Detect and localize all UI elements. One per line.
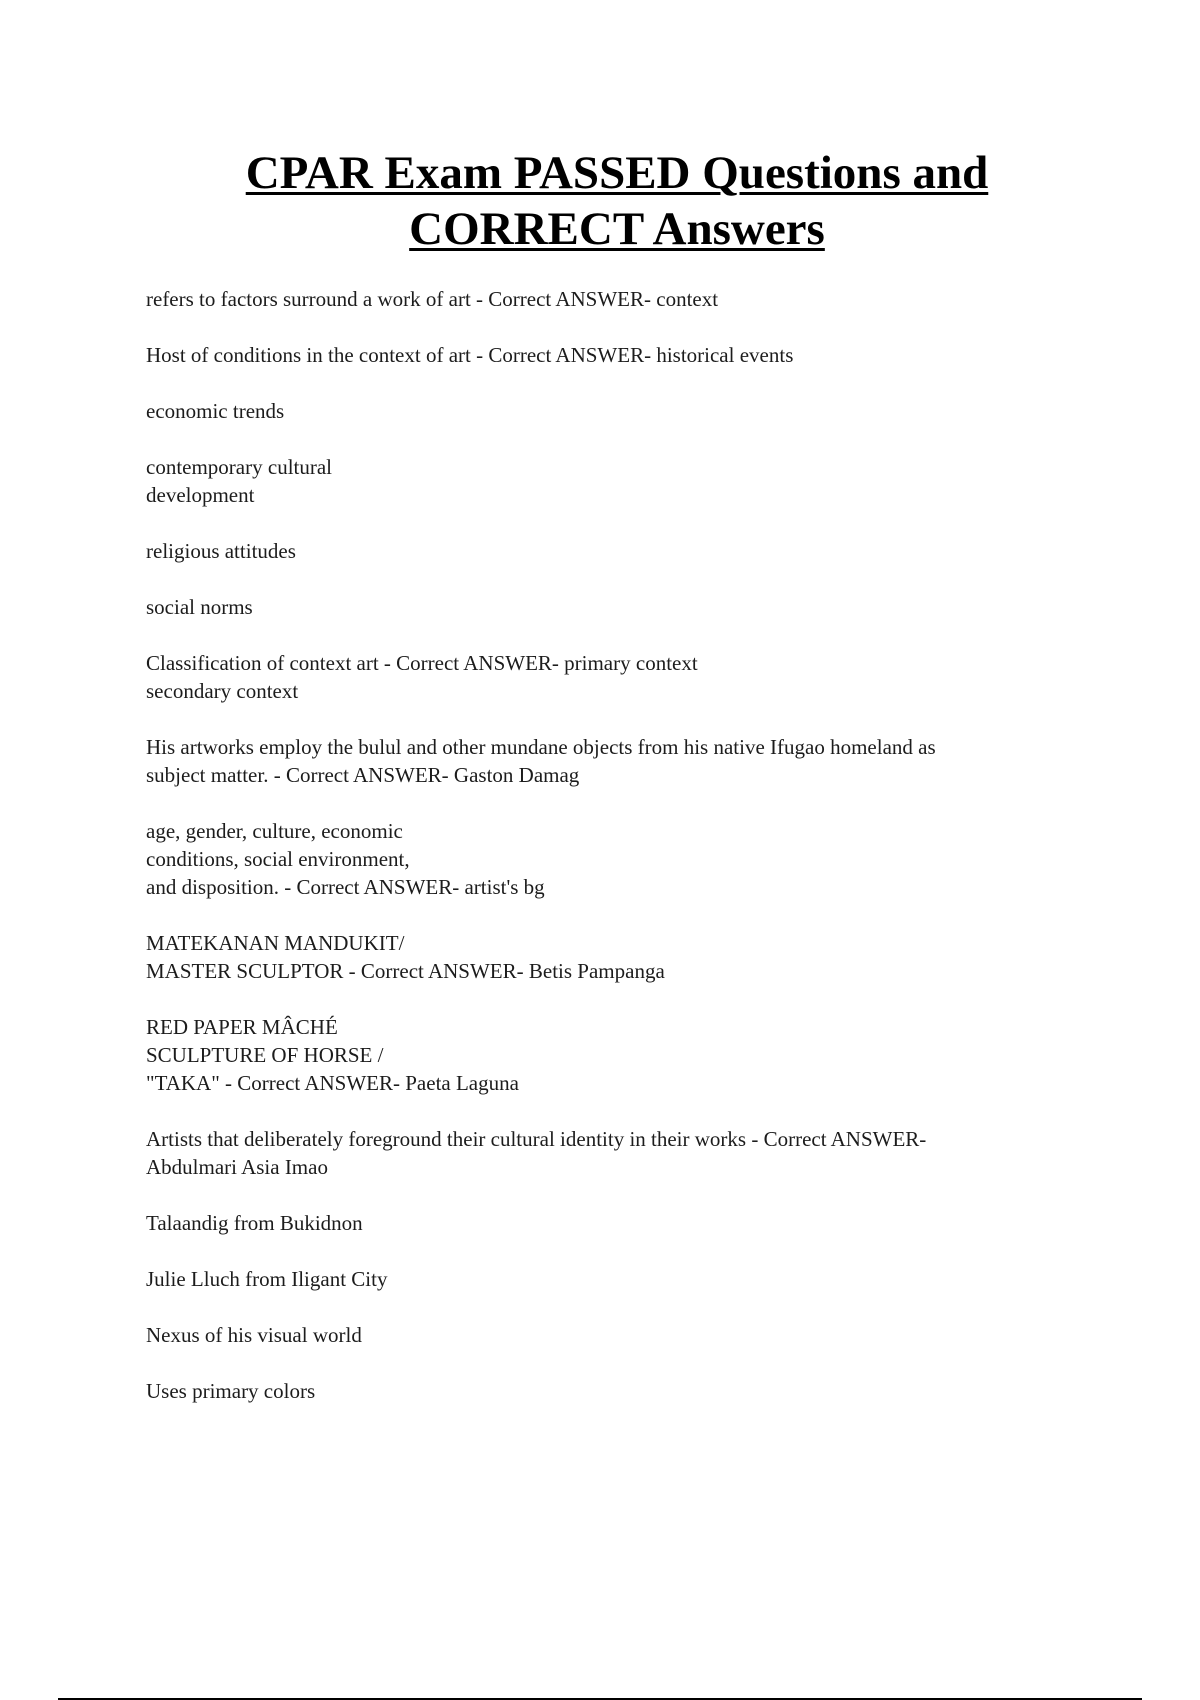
qa-entry [146,593,1086,621]
qa-entry [146,1209,1086,1237]
qa-entry [146,733,1086,789]
title-line-2: CORRECT Answers [409,203,825,255]
qa-entry-line: His artworks employ the bulul and other mundane objects from his native Ifugao homeland as [146,735,936,759]
qa-entry-line: SCULPTURE OF HORSE / [146,1043,384,1067]
qa-entry [146,1013,1086,1097]
qa-entry-line: conditions, social environment, [146,847,410,871]
qa-entry-line: refers to factors surround a work of art - Correct ANSWER- context [146,287,719,311]
document-title [0,145,1200,257]
qa-entry-line: economic trends [146,399,285,423]
qa-entry-line: MATEKANAN MANDUKIT/ [146,931,405,955]
qa-entry-line: social norms [146,595,253,619]
qa-entry-line: Julie Lluch from Iligant City [146,1267,388,1291]
qa-entry [146,397,1086,425]
qa-entry-line: secondary context [146,679,299,703]
qa-entry-line: Abdulmari Asia Imao [146,1155,328,1179]
qa-entry-line: age, gender, culture, economic [146,819,403,843]
qa-entry [146,1125,1086,1181]
qa-entry-line: Talaandig from Bukidnon [146,1211,363,1235]
qa-entry-line: RED PAPER MÂCHÉ [146,1015,338,1039]
qa-entry [146,817,1086,901]
qa-entry [146,285,1086,313]
qa-entry-line: contemporary cultural [146,455,333,479]
qa-entry [146,929,1086,985]
qa-entry-line: religious attitudes [146,539,296,563]
qa-entry-line: Artists that deliberately foreground their cultural identity in their works - Correct ANSWER- [146,1127,927,1151]
qa-entry [146,537,1086,565]
qa-entry-line: Host of conditions in the context of art - Correct ANSWER- historical events [146,343,794,367]
qa-entry-line: development [146,483,255,507]
qa-entry-line: Uses primary colors [146,1379,316,1403]
qa-entry [146,1265,1086,1293]
qa-entry-line: MASTER SCULPTOR - Correct ANSWER- Betis Pampanga [146,959,665,983]
title-line-1: CPAR Exam PASSED Questions and [245,147,989,199]
qa-entry-line: Classification of context art - Correct ANSWER- primary context [146,651,698,675]
qa-entry [146,453,1086,509]
qa-entry-line: Nexus of his visual world [146,1323,362,1347]
qa-entry-line: and disposition. - Correct ANSWER- artist's bg [146,875,545,899]
qa-entry [146,1377,1086,1405]
qa-entry-line: subject matter. - Correct ANSWER- Gaston Damag [146,763,580,787]
qa-entry-line: "TAKA" - Correct ANSWER- Paeta Laguna [146,1071,519,1095]
qa-list [146,285,1086,1433]
qa-entry [146,649,1086,705]
qa-entry [146,341,1086,369]
qa-entry [146,1321,1086,1349]
